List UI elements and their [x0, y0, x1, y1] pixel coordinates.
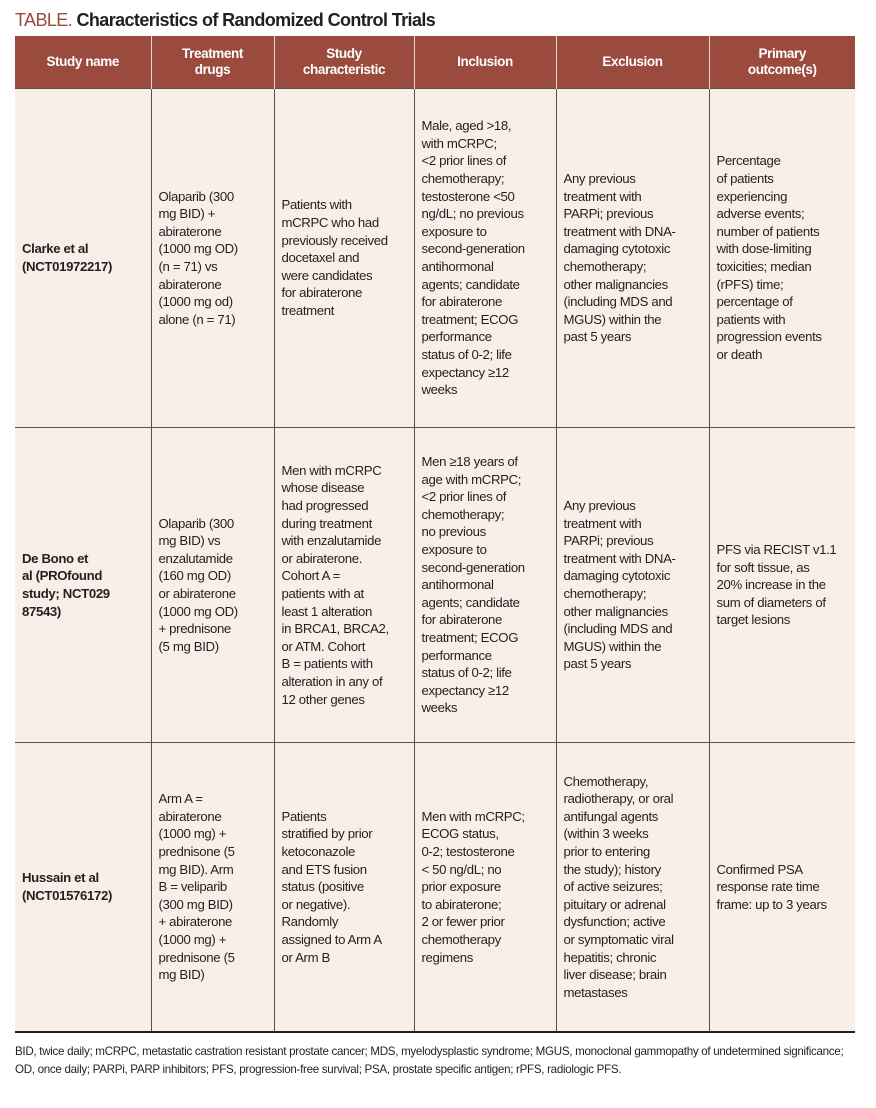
- cell-drugs: Arm A = abiraterone (1000 mg) + prednisone (5 mg BID). Arm B = veliparib (300 mg BID) + abiraterone (1000 mg) + prednisone (5 mg BID): [151, 743, 274, 1033]
- table-row: [15, 743, 855, 1033]
- col-header-exclusion: Exclusion: [556, 36, 709, 89]
- col-header-primary-outcome: Primary outcome(s): [709, 36, 855, 89]
- table-label: TABLE.: [15, 10, 73, 30]
- cell-outcome: PFS via RECIST v1.1 for soft tissue, as 20% increase in the sum of diameters of target lesions: [709, 428, 855, 743]
- cell-exclusion: Chemotherapy, radiotherapy, or oral antifungal agents (within 3 weeks prior to entering the study); history of active seizures; pituitary or adrenal dysfunction; active or symptomatic viral hepatitis; chronic liver disease; brain metastases: [556, 743, 709, 1033]
- col-header-inclusion: Inclusion: [414, 36, 556, 89]
- cell-exclusion: Any previous treatment with PARPi; previous treatment with DNA- damaging cytotoxic chemotherapy; other malignancies (including MDS and MGUS) within the past 5 years: [556, 89, 709, 428]
- table-row: [15, 89, 855, 428]
- cell-characteristic: Men with mCRPC whose disease had progressed during treatment with enzalutamide or abiraterone. Cohort A = patients with at least 1 alteration in BRCA1, BRCA2, or ATM. Cohort B = patients with alteration in any of 12 other genes: [274, 428, 414, 743]
- cell-inclusion: Men with mCRPC; ECOG status, 0-2; testosterone < 50 ng/dL; no prior exposure to abiraterone; 2 or fewer prior chemotherapy regimens: [414, 743, 556, 1033]
- cell-study: Hussain et al (NCT01576172): [15, 743, 151, 1033]
- header-row: [15, 36, 855, 89]
- table-caption: Characteristics of Randomized Control Trials: [76, 10, 436, 30]
- table-footnote: BID, twice daily; mCRPC, metastatic castration resistant prostate cancer; MDS, myelodysplastic syndrome; MGUS, monoclonal gammopathy of undetermined significance; OD, once daily; PARPi, PARP inhibitors; PFS, progression-free survival; PSA, prostate specific antigen; rPFS, radiologic PFS.: [15, 1045, 844, 1076]
- cell-study: Clarke et al (NCT01972217): [15, 89, 151, 428]
- cell-characteristic: Patients stratified by prior ketoconazole and ETS fusion status (positive or negative). Randomly assigned to Arm A or Arm B: [274, 743, 414, 1033]
- col-header-study-name: Study name: [15, 36, 151, 89]
- cell-exclusion: Any previous treatment with PARPi; previous treatment with DNA- damaging cytotoxic chemotherapy; other malignancies (including MDS and MGUS) within the past 5 years: [556, 428, 709, 743]
- col-header-treatment-drugs: Treatment drugs: [151, 36, 274, 89]
- cell-study: De Bono et al (PROfound study; NCT029 87543): [15, 428, 151, 743]
- trials-table: [15, 36, 855, 1033]
- cell-drugs: Olaparib (300 mg BID) + abiraterone (1000 mg OD) (n = 71) vs abiraterone (1000 mg od) alone (n = 71): [151, 89, 274, 428]
- cell-outcome: Confirmed PSA response rate time frame: up to 3 years: [709, 743, 855, 1033]
- cell-inclusion: Male, aged >18, with mCRPC; <2 prior lines of chemotherapy; testosterone <50 ng/dL; no previous exposure to second-generation antihormonal agents; candidate for abiraterone treatment; ECOG performance status of 0-2; life expectancy ≥12 weeks: [414, 89, 556, 428]
- table-title: [15, 10, 435, 31]
- cell-outcome: Percentage of patients experiencing adverse events; number of patients with dose-limiting toxicities; median (rPFS) time; percentage of patients with progression events or death: [709, 89, 855, 428]
- cell-inclusion: Men ≥18 years of age with mCRPC; <2 prior lines of chemotherapy; no previous exposure to second-generation antihormonal agents; candidate for abiraterone treatment; ECOG performance status of 0-2; life expectancy ≥12 weeks: [414, 428, 556, 743]
- cell-characteristic: Patients with mCRPC who had previously received docetaxel and were candidates for abiraterone treatment: [274, 89, 414, 428]
- cell-drugs: Olaparib (300 mg BID) vs enzalutamide (160 mg OD) or abiraterone (1000 mg OD) + prednisone (5 mg BID): [151, 428, 274, 743]
- col-header-study-characteristic: Study characteristic: [274, 36, 414, 89]
- table-row: [15, 428, 855, 743]
